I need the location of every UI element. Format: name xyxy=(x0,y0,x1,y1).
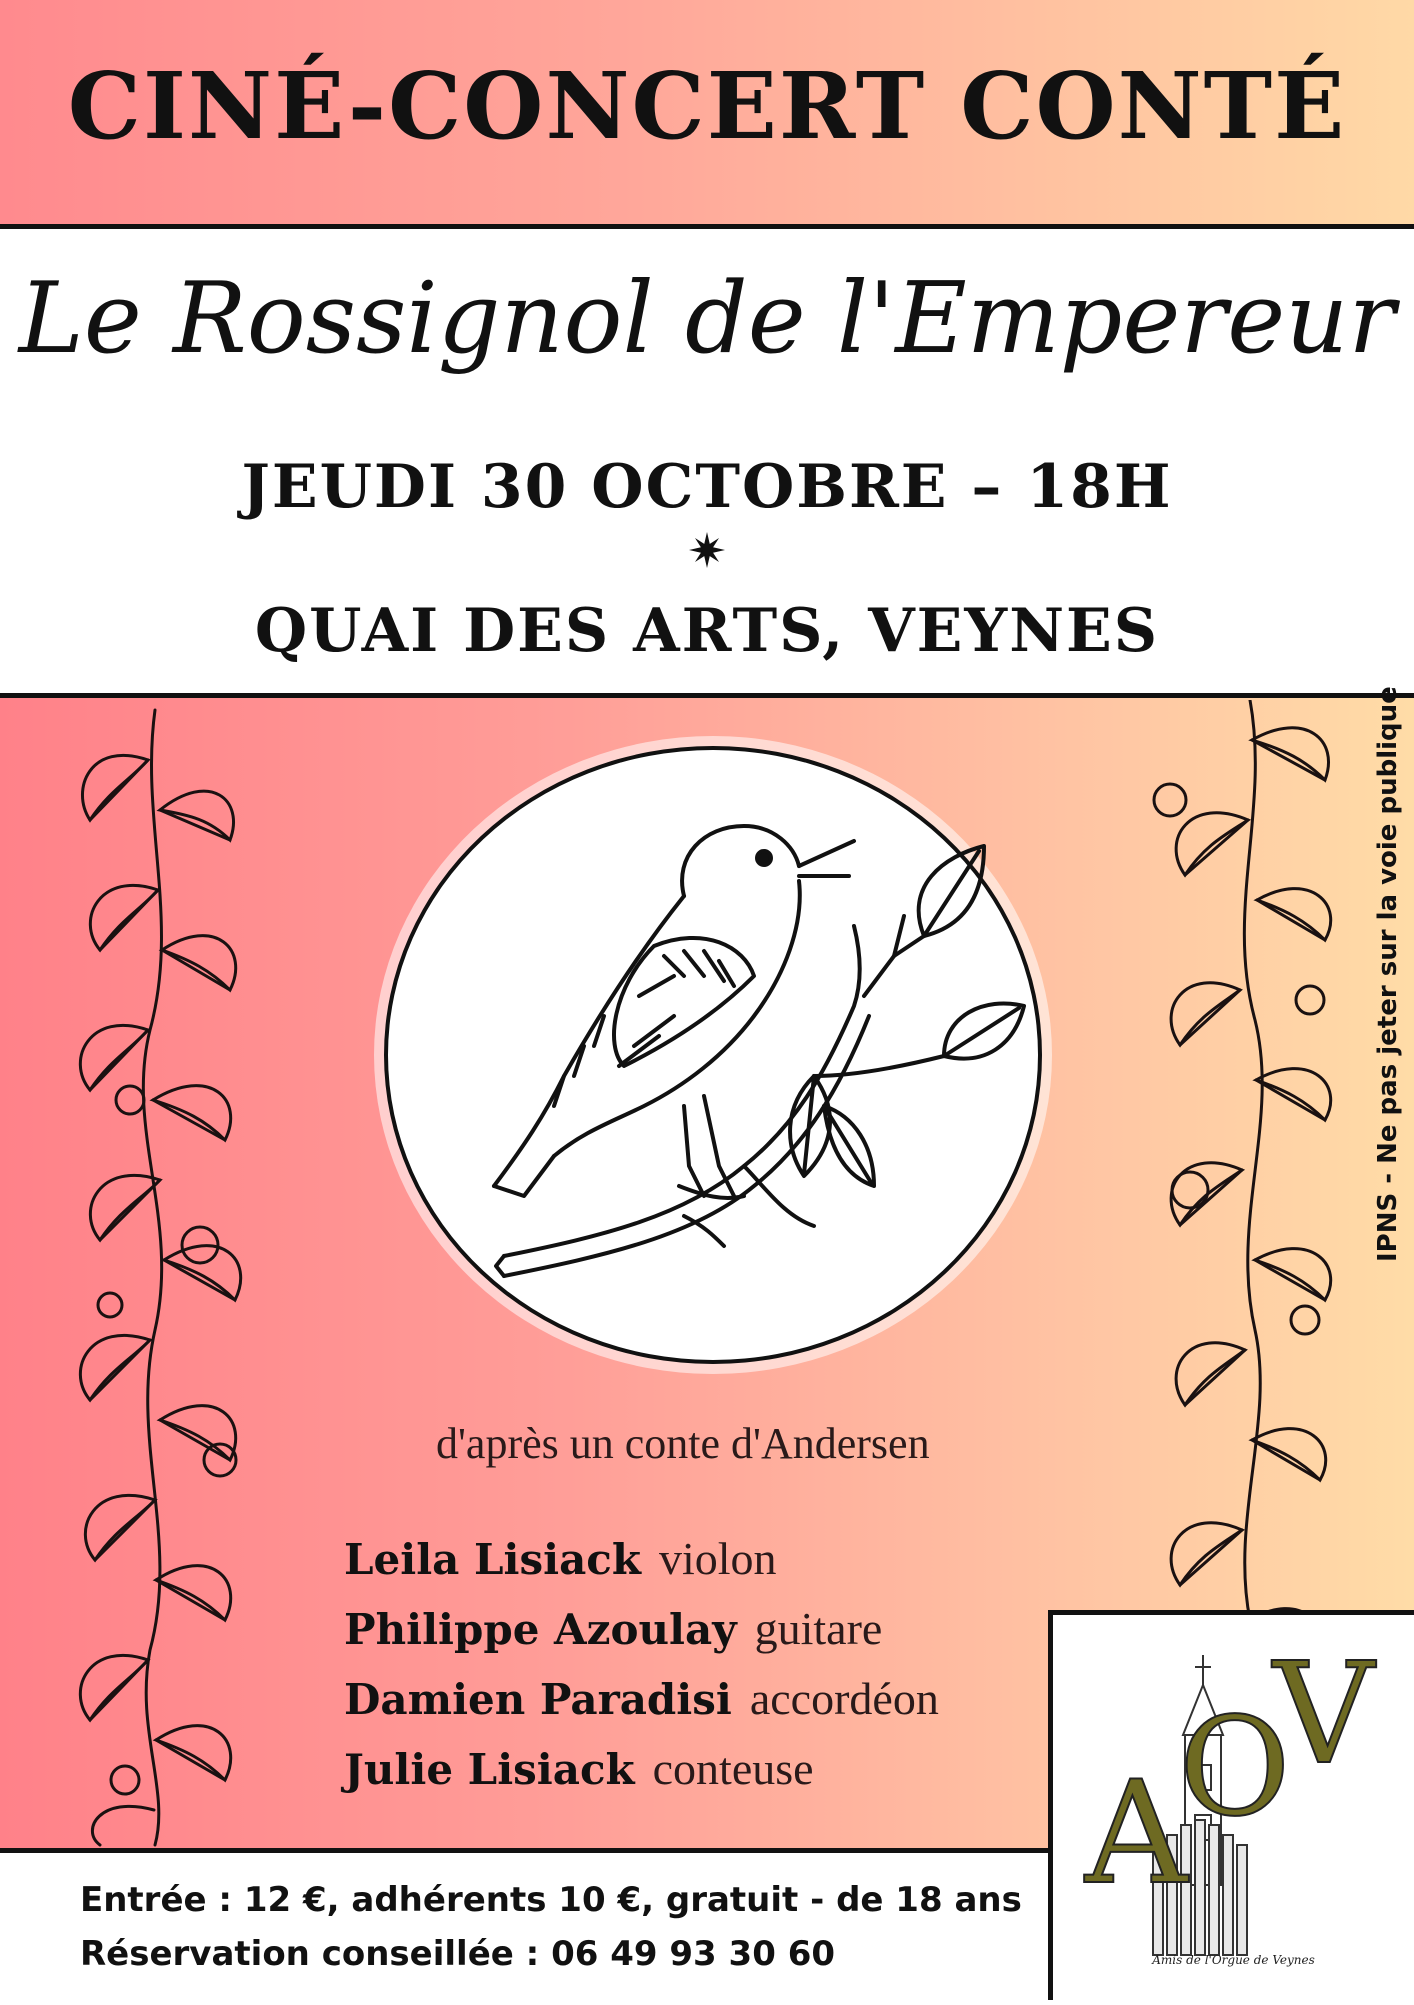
footer-reservation: Réservation conseillée : 06 49 93 30 60 xyxy=(80,1934,836,1974)
event-date-time: JEUDI 30 OCTOBRE – 18H xyxy=(241,452,1173,522)
footer-prices: Entrée : 12 €, adhérents 10 €, gratuit - de 18 ans xyxy=(80,1880,1022,1920)
logo-letter-v: V xyxy=(1273,1633,1375,1796)
logo-letter-a: A xyxy=(1085,1751,1188,1916)
logo-letter-o: O xyxy=(1179,1689,1291,1847)
performer-name: Leila Lisiack xyxy=(344,1535,641,1584)
performer-role: violon xyxy=(658,1533,777,1584)
ipns-notice: IPNS - Ne pas jeter sur la voie publique xyxy=(1373,686,1403,1262)
left-vine-ornament-icon xyxy=(30,700,280,1850)
credit-row xyxy=(344,1734,939,1804)
event-venue: QUAI DES ARTS, VEYNES xyxy=(254,596,1160,666)
nightingale-illustration-icon xyxy=(384,746,1034,1356)
performer-name: Julie Lisiack xyxy=(344,1745,635,1794)
credit-row xyxy=(344,1524,939,1594)
credit-row xyxy=(344,1594,939,1664)
logo-caption: Amis de l'Orgue de Veynes xyxy=(1152,1953,1315,1967)
performer-credits xyxy=(344,1524,939,1804)
aov-logo xyxy=(1048,1610,1414,2000)
performer-role: guitare xyxy=(754,1603,883,1654)
story-source: d'après un conte d'Andersen xyxy=(436,1419,930,1468)
performer-role: accordéon xyxy=(749,1673,939,1724)
event-title: Le Rossignol de l'Empereur xyxy=(18,262,1396,376)
footer xyxy=(0,1853,1050,2005)
credit-row xyxy=(344,1664,939,1734)
star-ornament-icon xyxy=(687,530,727,570)
performer-name: Philippe Azoulay xyxy=(344,1605,737,1654)
performer-name: Damien Paradisi xyxy=(344,1675,732,1724)
performer-role: conteuse xyxy=(652,1743,814,1794)
header-title: CINÉ-CONCERT CONTÉ xyxy=(67,52,1347,160)
